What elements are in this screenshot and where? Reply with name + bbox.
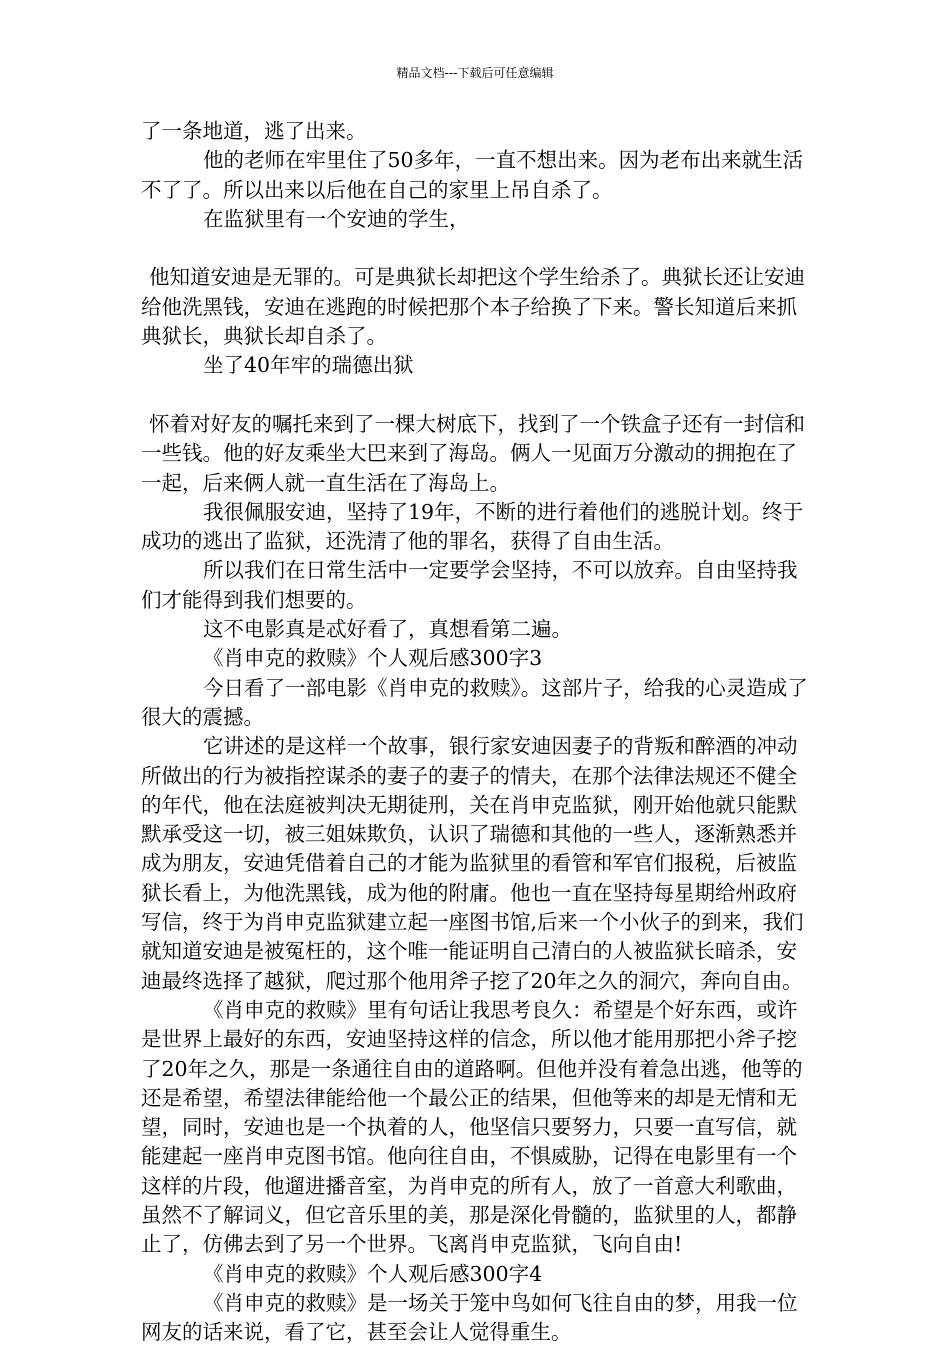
blank-line [141, 381, 813, 410]
paragraph: 它讲述的是这样一个故事，银行家安迪因妻子的背叛和醉酒的冲动所做出的行为被指控谋杀的妻子的妻子的情夫，在那个法律法规还不健全的年代，他在法庭被判决无期徒刑，关在肖申克监狱，刚开始他就只能默默承受这一切，被三姐妹欺负，认识了瑞德和其他的一些人，逐渐熟悉并成为朋友，安迪凭借着自己的才能为监狱里的看管和军官们报税，后被监狱长看上，为他洗黑钱，成为他的附庸。他也一直在坚持每星期给州政府写信，终于为肖申克监狱建立起一座图书馆,后来一个小伙子的到来，我们就知道安迪是被冤枉的，这个唯一能证明自己清白的人被监狱长暗杀，安迪最终选择了越狱，爬过那个他用斧子挖了20年之久的洞穴，奔向自由。 [141, 734, 804, 993]
paragraph: 了一条地道，逃了出来。 [141, 119, 367, 143]
paragraph: 《肖申克的救赎》里有句话让我思考良久：希望是个好东西，或许是世界上最好的东西，安迪坚持这样的信念，所以他才能用那把小斧子挖了20年之久，那是一条通往自由的道路啊。但他并没有着急出逃，他等的还是希望，希望法律能给他一个最公正的结果，但他等来的却是无情和无望，同时，安迪也是一个执着的人，他坚信只要努力，只要一直写信，就能建起一座肖申克图书馆。他向往自由，不惧威胁，记得在电影里有一个这样的片段，他遛进播音室，为肖申克的所有人，放了一首意大利歌曲，虽然不了解词义，但它音乐里的美，那是深化骨髓的，监狱里的人，都静止了，仿佛去到了另一个世界。飞离肖申克监狱，飞向自由! [141, 997, 803, 1257]
section-title: 《肖申克的救赎》个人观后感300字4 [203, 1261, 543, 1286]
page-header: 精品文档---下载后可任意编辑 [396, 66, 554, 80]
paragraph: 他知道安迪是无罪的。可是典狱长却把这个学生给杀了。典狱长还让安迪给他洗黑钱，安迪在逃跑的时候把那个本子给换了下来。警长知道后来抓典狱长，典狱长却自杀了。 [141, 265, 805, 349]
paragraph: 在监狱里有一个安迪的学生， [203, 206, 470, 231]
paragraph: 他的老师在牢里住了50多年，一直不想出来。因为老布出来就生活不了了。所以出来以后他在自己的家里上吊自杀了。 [141, 148, 804, 202]
paragraph: 今日看了一部电影《肖申克的救赎》。这部片子，给我的心灵造成了很大的震撼。 [141, 675, 808, 729]
paragraph: 坐了40年牢的瑞德出狱 [203, 353, 414, 378]
paragraph: 这不电影真是忒好看了，真想看第二遍。 [203, 617, 572, 642]
paragraph: 我很佩服安迪，坚持了19年，不断的进行着他们的逃脱计划。终于成功的逃出了监狱，还洗清了他的罪名，获得了自由生活。 [141, 499, 804, 554]
paragraph: 所以我们在日常生活中一定要学会坚持，不可以放弃。自由坚持我们才能得到我们想要的。 [141, 558, 798, 612]
document-body [141, 117, 813, 1347]
blank-line [141, 234, 813, 263]
section-title: 《肖申克的救赎》个人观后感300字3 [203, 646, 543, 671]
paragraph: 《肖申克的救赎》是一场关于笼中鸟如何飞往自由的梦，用我一位网友的话来说，看了它，甚至会让人觉得重生。 [141, 1290, 798, 1345]
paragraph: 怀着对好友的嘱托来到了一棵大树底下，找到了一个铁盒子还有一封信和一些钱。他的好友乘坐大巴来到了海岛。俩人一见面万分激动的拥抱在了一起，后来俩人就一直生活在了海岛上。 [141, 411, 805, 495]
